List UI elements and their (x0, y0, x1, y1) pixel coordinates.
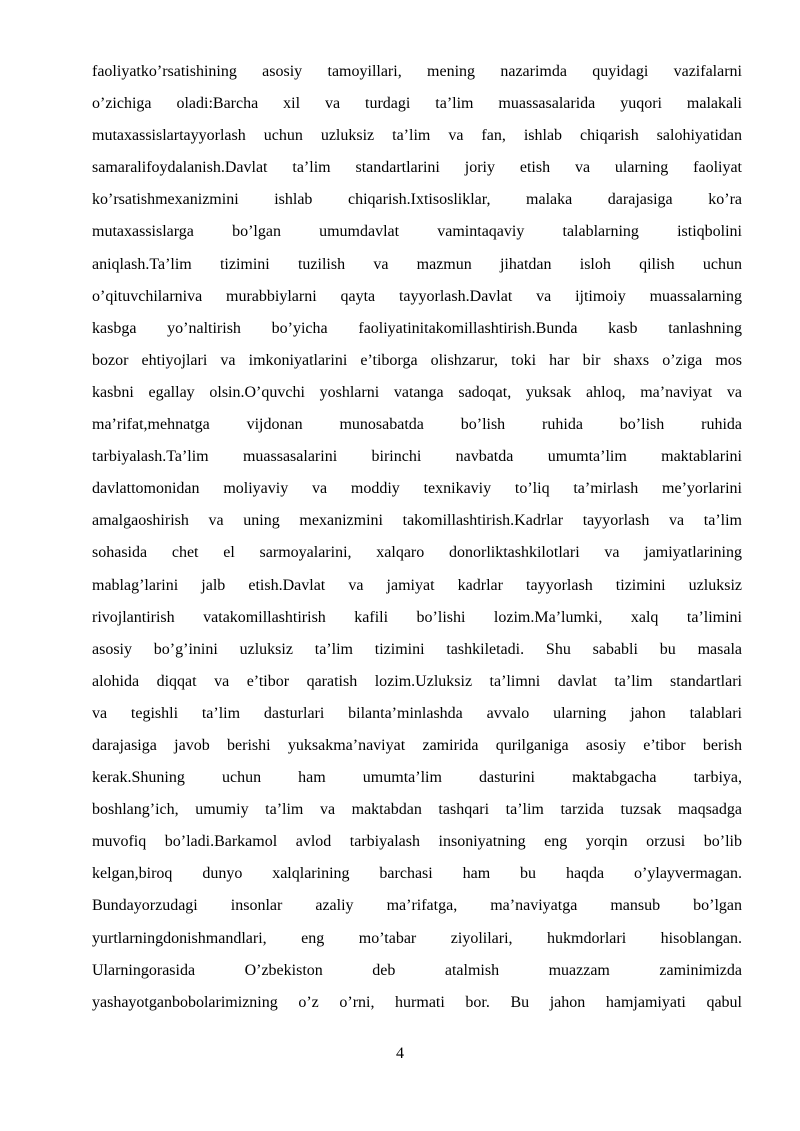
text-line: samaralifoydalanish.Davlat ta’lim standartlarini joriy etish va ularning faoliyat (92, 159, 742, 177)
text-line: darajasiga javob berishi yuksakma’naviyat zamirida qurilganiga asosiy e’tibor berish (92, 736, 742, 754)
text-line: amalgaoshirish va uning mexanizmini takomillashtirish.Kadrlar tayyorlash va ta’lim (92, 512, 742, 530)
text-line: sohasida chet el sarmoyalarini, xalqaro donorliktashkilotlari va jamiyatlarining (92, 544, 742, 562)
text-line: alohida diqqat va e’tibor qaratish lozim.Uzluksiz ta’limni davlat ta’lim standartlari (92, 672, 742, 690)
text-line: yashayotganbobolarimizning o’z o’rni, hurmati bor. Bu jahon hamjamiyati qabul (92, 993, 742, 1011)
text-line: asosiy bo’g’inini uzluksiz ta’lim tizimini tashkiletadi. Shu sababli bu masala (92, 640, 742, 658)
text-line: boshlang’ich, umumiy ta’lim va maktabdan tashqari ta’lim tarzida tuzsak maqsadga (92, 801, 742, 819)
text-line: ma’rifat,mehnatga vijdonan munosabatda bo’lish ruhida bo’lish ruhida (92, 416, 742, 434)
text-line: aniqlash.Ta’lim tizimini tuzilish va mazmun jihatdan isloh qilish uchun (92, 255, 742, 273)
text-line: faoliyatko’rsatishining asosiy tamoyillari, mening nazarimda quyidagi vazifalarni (92, 63, 742, 80)
text-line: bozor ehtiyojlari va imkoniyatlarini e’tiborga olishzarur, toki har bir shaxs o’ziga mos (92, 351, 742, 369)
text-line: kerak.Shuning uchun ham umumta’lim dasturini maktabgacha tarbiya, (92, 769, 742, 787)
body-text (92, 56, 742, 1019)
text-line: o’zichiga oladi:Barcha xil va turdagi ta’lim muassasalarida yuqori malakali (92, 95, 742, 113)
text-line: o’qituvchilarniva murabbiylarni qayta tayyorlash.Davlat va ijtimoiy muassalarning (92, 287, 742, 305)
text-line: kelgan,biroq dunyo xalqlarining barchasi ham bu haqda o’ylayvermagan. (92, 865, 742, 883)
text-line: mablag’larini jalb etish.Davlat va jamiyat kadrlar tayyorlash tizimini uzluksiz (92, 576, 742, 594)
text-line: kasbni egallay olsin.O’quvchi yoshlarni vatanga sadoqat, yuksak ahloq, ma’naviyat va (92, 383, 742, 401)
text-line: Ularningorasida O’zbekiston deb atalmish muazzam zaminimizda (92, 961, 742, 979)
text-line: Bundayorzudagi insonlar azaliy ma’rifatga, ma’naviyatga mansub bo’lgan (92, 897, 742, 915)
text-line: va tegishli ta’lim dasturlari bilanta’minlashda avvalo ularning jahon talablari (92, 704, 742, 722)
text-line: davlattomonidan moliyaviy va moddiy texnikaviy to’liq ta’mirlash me’yorlarini (92, 480, 742, 498)
text-line: ko’rsatishmexanizmini ishlab chiqarish.Ixtisosliklar, malaka darajasiga ko’ra (92, 191, 742, 209)
text-line: yurtlarningdonishmandlari, eng mo’tabar ziyolilari, hukmdorlari hisoblangan. (92, 929, 742, 947)
text-line: mutaxassislartayyorlash uchun uzluksiz ta’lim va fan, ishlab chiqarish salohiyatidan (92, 127, 742, 145)
text-line: tarbiyalash.Ta’lim muassasalarini birinchi navbatda umumta’lim maktablarini (92, 448, 742, 466)
text-line: mutaxassislarga bo’lgan umumdavlat vamintaqaviy talablarning istiqbolini (92, 223, 742, 241)
page-number: 4 (396, 1045, 404, 1062)
text-line: kasbga yo’naltirish bo’yicha faoliyatinitakomillashtirish.Bunda kasb tanlashning (92, 319, 742, 337)
text-line: rivojlantirish vatakomillashtirish kafili bo’lishi lozim.Ma’lumki, xalq ta’limini (92, 608, 742, 626)
text-line: muvofiq bo’ladi.Barkamol avlod tarbiyalash insoniyatning eng yorqin orzusi bo’lib (92, 833, 742, 851)
